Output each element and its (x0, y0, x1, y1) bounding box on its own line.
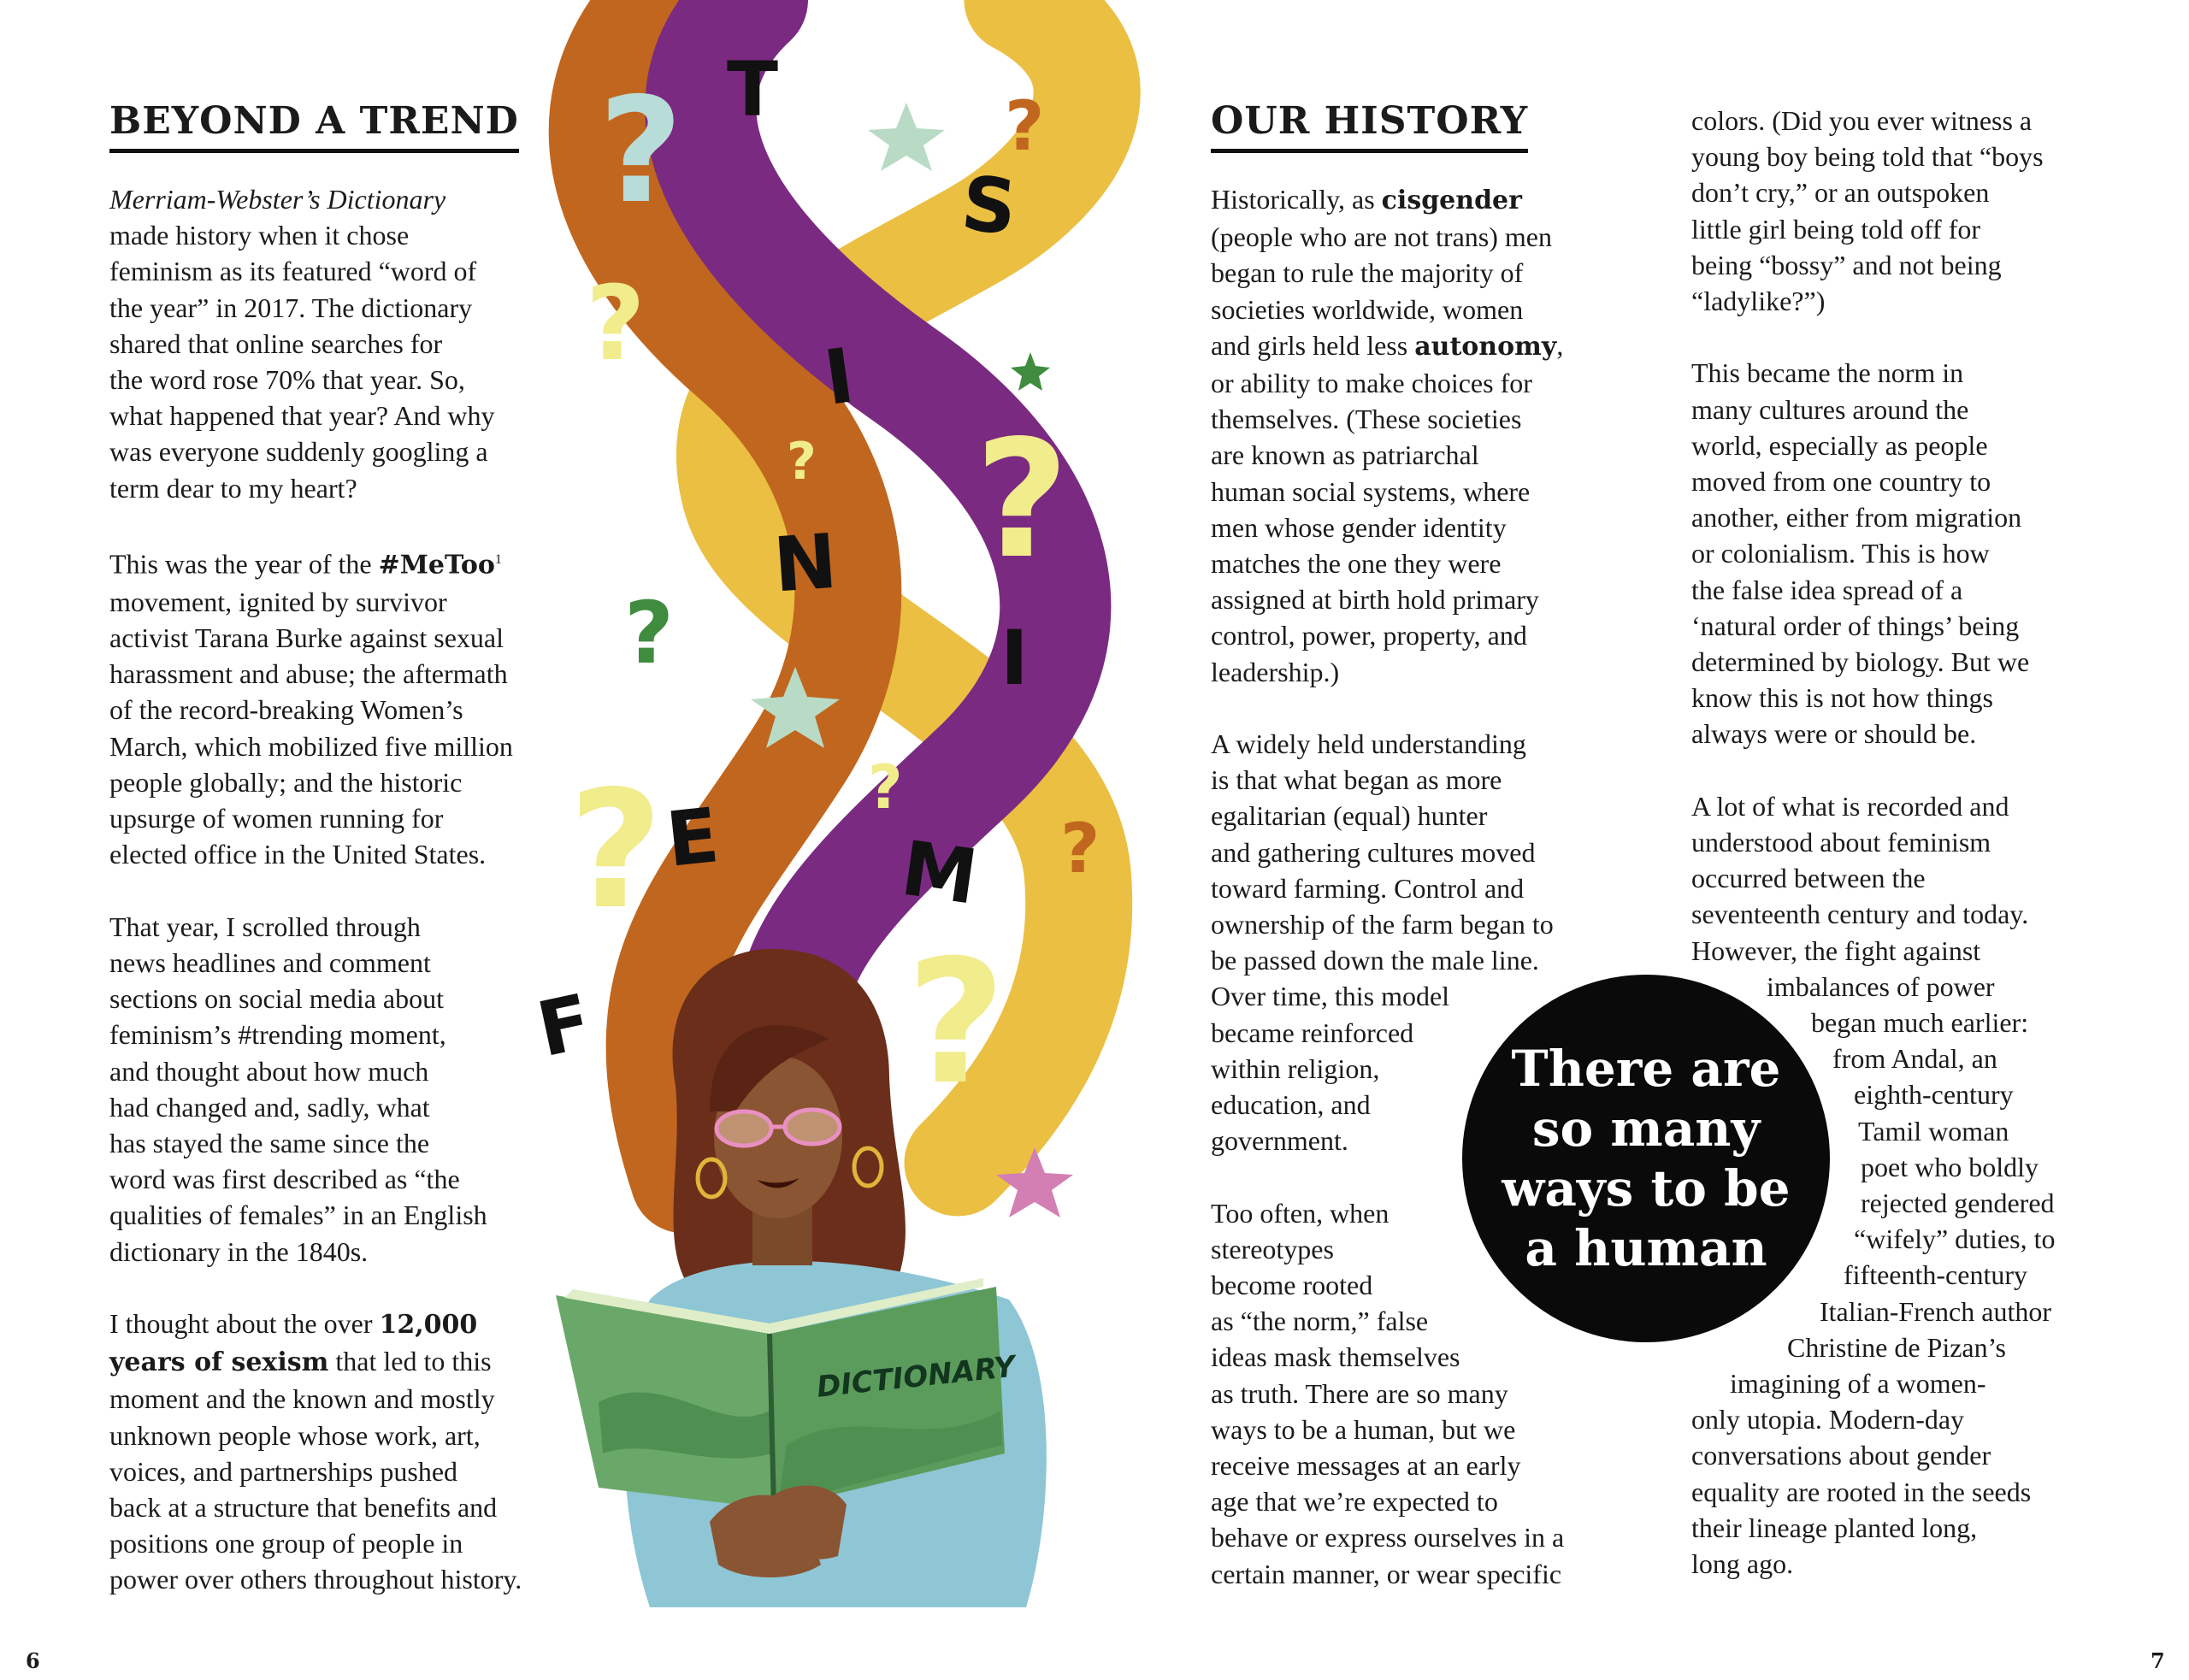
text-line: what happened that year? And why (109, 400, 495, 432)
text-line: as truth. There are so many (1211, 1377, 1508, 1409)
text-line: back at a structure that benefits and (109, 1491, 498, 1523)
text-line: from Andal, an (1832, 1043, 1997, 1075)
text-line: rejected gendered (1861, 1188, 2055, 1219)
text-line: This became the norm in (1691, 357, 1964, 389)
paragraph-boys-dont-cry (1691, 103, 2055, 319)
feminist-illustration (513, 0, 1163, 1680)
text-line: certain manner, or wear specific (1211, 1558, 1562, 1589)
text-line: human social systems, where (1211, 475, 1531, 507)
text-line: become rooted (1211, 1270, 1373, 1301)
text-fragment: This was the year of the (109, 548, 379, 580)
text-line: don’t cry,” or an outspoken (1691, 177, 1990, 209)
text-line: Too often, when (1211, 1197, 1390, 1229)
question-mark-icon: ? (624, 583, 675, 683)
question-mark-icon: ? (1060, 809, 1100, 888)
letter-n: N (770, 516, 841, 610)
letter-t: T (727, 45, 779, 133)
text-line: has stayed the same since the (109, 1127, 430, 1158)
letter-i-lower: I (1000, 614, 1029, 702)
heading-beyond-a-trend: BEYOND A TREND (109, 103, 519, 153)
text-line: the word rose 70% that year. So, (109, 364, 465, 396)
text-line: are known as patriarchal (1211, 439, 1479, 471)
text-line: government. (1211, 1125, 1348, 1157)
text-line: sections on social media about (109, 983, 445, 1015)
text-line: ownership of the farm began to (1211, 909, 1554, 940)
text-line: was everyone suddenly googling a (109, 436, 488, 468)
right-column-2 (1691, 103, 2055, 1582)
paragraph-word-of-the-year (109, 181, 522, 506)
text-line: understood about feminism (1691, 827, 1991, 858)
text-line: many cultures around the (1691, 393, 1969, 425)
text-line: be passed down the male line. (1211, 945, 1539, 976)
paragraph-metoo (109, 542, 522, 872)
question-mark-icon: ? (599, 67, 683, 236)
text-line: know this is not how things (1691, 682, 1993, 714)
text-line: long ago. (1691, 1548, 1794, 1580)
text-line: A widely held understanding (1211, 728, 1526, 760)
text-line: colors. (Did you ever witness a (1691, 105, 2033, 136)
text-line: behave or express ourselves in a (1211, 1522, 1565, 1553)
text-fragment: I thought about the over (109, 1307, 380, 1339)
text-line: world, especially as people (1691, 429, 1988, 461)
text-line: moment and the known and mostly (109, 1383, 495, 1415)
text-line: ‘natural order of things’ being (1691, 610, 2020, 641)
text-line: matches the one they were (1211, 548, 1502, 580)
question-mark-icon: ? (787, 432, 817, 492)
text-line: unknown people whose work, art, (109, 1419, 481, 1451)
question-mark-icon: ? (906, 923, 1006, 1123)
text-line: harassment and abuse; the aftermath (109, 658, 508, 690)
letter-e: E (662, 791, 723, 884)
text-line: Over time, this model (1211, 981, 1450, 1012)
text-line: upsurge of women running for (109, 803, 444, 834)
text-line: equality are rooted in the seeds (1691, 1476, 2032, 1507)
text-line: poet who boldly (1861, 1151, 2039, 1182)
text-line: fifteenth-century (1844, 1259, 2027, 1291)
text-line: elected office in the United States. (109, 839, 487, 870)
text-line: However, the fight against (1691, 934, 1981, 966)
text-line: only utopia. Modern-day (1691, 1404, 1965, 1435)
text-line: as “the norm,” false (1211, 1306, 1429, 1337)
text-line: men whose gender identity (1211, 511, 1507, 543)
text-line: shared that online searches for (109, 327, 443, 359)
page-number-left: 6 (26, 1648, 40, 1673)
text-line: assigned at birth hold primary (1211, 584, 1539, 616)
text-fragment: , (1556, 329, 1564, 361)
page-number-right: 7 (2151, 1648, 2165, 1673)
text-line: eighth-century (1854, 1079, 2014, 1111)
text-line: and gathering cultures moved (1211, 836, 1536, 868)
text-line: occurred between the (1691, 863, 1926, 894)
text-line: began to rule the majority of (1211, 257, 1524, 289)
letter-i-upper: I (819, 331, 859, 422)
question-mark-icon: ? (1005, 86, 1045, 166)
text-line: power over others throughout history. (109, 1564, 522, 1595)
text-line: always were or should be. (1691, 718, 1977, 750)
text-line: “ladylike?”) (1691, 286, 1826, 317)
paragraph-years-of-sexism (109, 1306, 522, 1598)
text-line: March, which mobilized five million (109, 730, 513, 762)
text-line: young boy being told that “boys (1691, 141, 2044, 173)
text-line: or ability to make choices for (1211, 368, 1532, 399)
text-line: societies worldwide, women (1211, 293, 1524, 325)
text-line: dictionary in the 1840s. (109, 1235, 369, 1267)
years-keyword: 12,000 (379, 1309, 478, 1340)
text-line: the year” in 2017. The dictionary (109, 292, 473, 323)
left-column (109, 181, 522, 1598)
text-line: stereotypes (1211, 1233, 1334, 1264)
pull-quote-text: There are so many ways to be a human (1502, 1040, 1791, 1277)
text-line: egalitarian (equal) hunter (1211, 800, 1488, 832)
text-line: receive messages at an early (1211, 1450, 1521, 1482)
text-fragment: Historically, as (1211, 184, 1382, 215)
text-line: That year, I scrolled through (109, 911, 421, 942)
text-line: began much earlier: (1811, 1007, 2029, 1039)
text-line: news headlines and comment (109, 946, 431, 978)
text-line: within religion, (1211, 1052, 1380, 1084)
text-line: another, either from migration (1691, 502, 2022, 533)
text-line: (people who are not trans) men (1211, 221, 1552, 253)
text-line: seventeenth century and today. (1691, 899, 2029, 930)
text-line: or colonialism. This is how (1691, 538, 1990, 569)
text-line: education, and (1211, 1089, 1371, 1121)
text-line: qualities of females” in an English (109, 1200, 487, 1231)
text-line: people globally; and the historic (109, 766, 463, 798)
text-line: imagining of a women- (1730, 1368, 1986, 1400)
text-line: made history when it chose (109, 220, 410, 251)
dictionary-title-italic: Merriam-Webster’s Dictionary (109, 184, 446, 215)
text-line: feminism’s #trending moment, (109, 1019, 446, 1051)
text-line: age that we’re expected to (1211, 1486, 1498, 1518)
text-line: ways to be a human, but we (1211, 1413, 1516, 1445)
text-line: “wifely” duties, to (1854, 1223, 2056, 1255)
text-line: Christine de Pizan’s (1787, 1331, 2006, 1363)
text-line: feminism as its featured “word of (109, 256, 477, 287)
letter-s: S (957, 158, 1021, 252)
metoo-keyword: #MeToo (378, 550, 495, 581)
text-line: activist Tarana Burke against sexual (109, 622, 504, 654)
question-mark-icon: ? (569, 756, 664, 945)
book-title: DICTIONARY (815, 1349, 1018, 1405)
text-line: the false idea spread of a (1691, 574, 1963, 605)
text-line: toward farming. Control and (1211, 872, 1525, 904)
heading-our-history: OUR HISTORY (1211, 103, 1528, 153)
text-line: term dear to my heart? (109, 472, 357, 504)
text-line: themselves. (These societies (1211, 404, 1522, 435)
text-line: ideas mask themselves (1211, 1341, 1460, 1373)
text-line: imbalances of power (1767, 970, 1995, 1002)
text-line: of the record-breaking Women’s (109, 694, 463, 726)
right-column-1 (1211, 181, 1564, 1592)
text-line: leadership.) (1211, 656, 1340, 687)
text-line: positions one group of people in (109, 1528, 463, 1559)
text-line: control, power, property, and (1211, 620, 1527, 651)
text-line: became reinforced (1211, 1017, 1414, 1048)
star-icon (1011, 352, 1050, 391)
text-line: Tamil woman (1858, 1115, 2009, 1147)
text-fragment: and girls held less (1211, 329, 1415, 361)
letter-f: F (529, 976, 599, 1075)
question-mark-icon: ? (975, 405, 1070, 594)
paragraph-cisgender (1211, 181, 1564, 690)
text-line: movement, ignited by survivor (109, 586, 447, 617)
letter-m: M (896, 823, 983, 922)
text-line: Italian-French author (1820, 1295, 2051, 1327)
text-line: word was first described as “the (109, 1164, 460, 1195)
text-line: is that what began as more (1211, 764, 1502, 796)
text-line: voices, and partnerships pushed (109, 1455, 458, 1487)
paragraph-norm (1691, 355, 2055, 752)
text-line: A lot of what is recorded and (1691, 790, 2009, 822)
text-line: little girl being told off for (1691, 213, 1981, 245)
footnote-marker: 1 (494, 552, 502, 568)
cisgender-keyword: cisgender (1381, 186, 1522, 215)
question-mark-icon: ? (868, 752, 903, 822)
text-line: being “bossy” and not being (1691, 249, 2002, 280)
text-line: their lineage planted long, (1691, 1512, 1978, 1543)
text-fragment: that led to this (328, 1346, 492, 1377)
sexism-keyword: years of sexism (109, 1347, 329, 1378)
question-mark-icon: ? (586, 265, 646, 384)
text-line: and thought about how much (109, 1055, 429, 1087)
text-line: had changed and, sadly, what (109, 1091, 430, 1123)
pull-quote-circle (1462, 975, 1830, 1342)
text-line: determined by biology. But we (1691, 646, 2030, 678)
autonomy-keyword: autonomy (1414, 331, 1557, 362)
text-line: moved from one country to (1691, 466, 1991, 498)
text-line: conversations about gender (1691, 1440, 1991, 1471)
paragraph-that-year (109, 909, 522, 1270)
